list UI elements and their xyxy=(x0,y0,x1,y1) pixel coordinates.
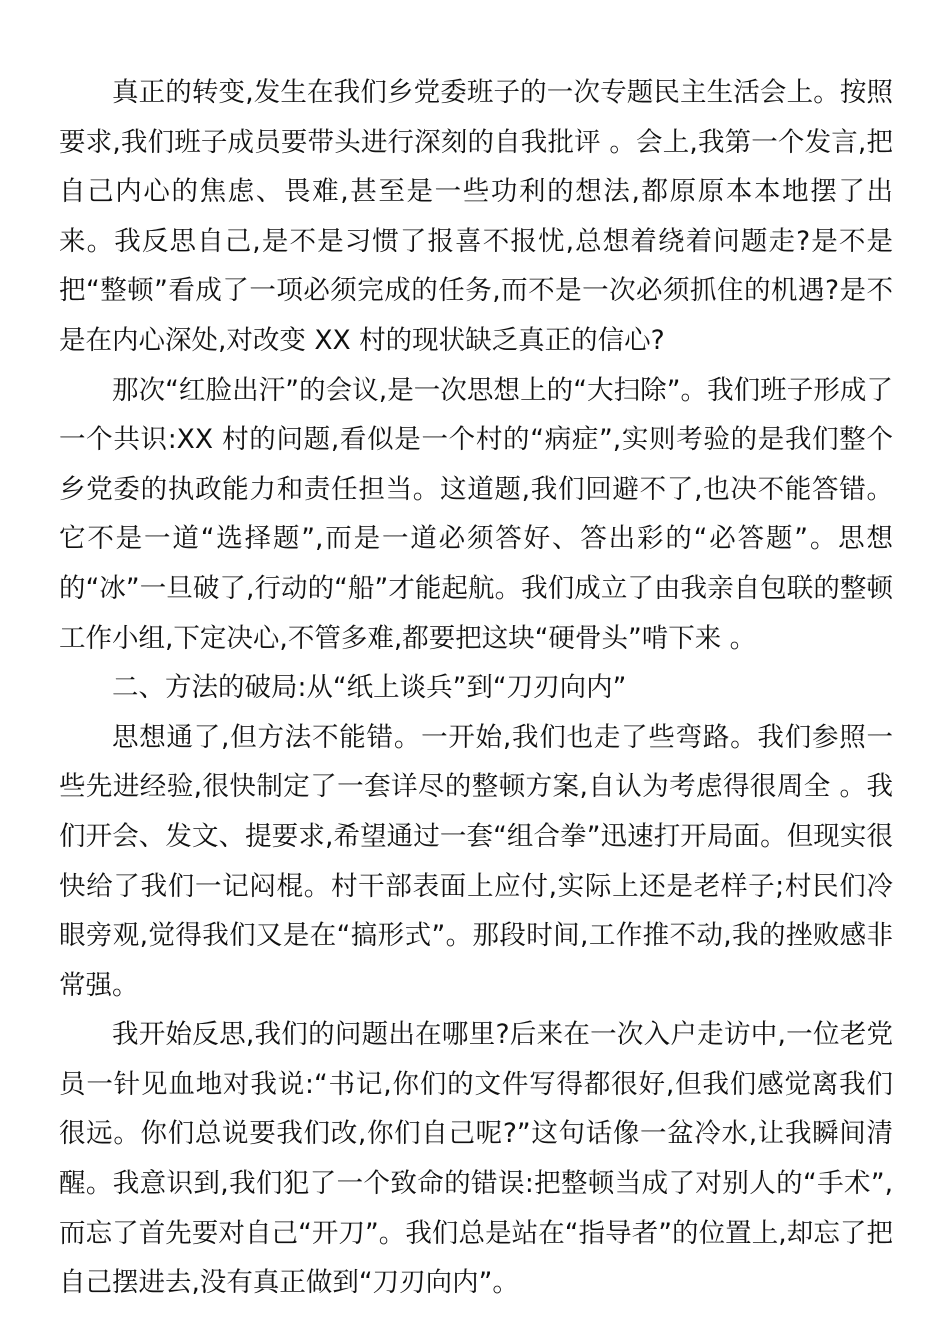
section-heading: 二、方法的破局:从“纸上谈兵”到“刀刃向内” xyxy=(112,672,627,704)
paragraph-turning-point: 真正的转变,发生在我们乡党委班子的一次专题民主生活会上。按照要求,我们班子成员要带头进行深刻的自我批评 。会上,我第一个发言,把自己内心的焦虑、畏难,甚至是一些功利的想法,都原原本本地摆了出来。我反思自己,是不是习惯了报喜不报忧,总想着绕着问题走?是不是把“整顿”看成了一项必须完成的任务,而不是一次必须抓住的机遇?是不是在内心深处,对改变 XX 村的现状缺乏真正的信心? xyxy=(59,77,893,356)
paragraph-method: 思想通了,但方法不能错。一开始,我们也走了些弯路。我们参照一些先进经验,很快制定了一套详尽的整顿方案,自认为考虑得很周全 。我们开会、发文、提要求,希望通过一套“组合拳”迅速打开局面。但现实很快给了我们一记闷棍。村干部表面上应付,实际上还是老样子;村民们冷眼旁观,觉得我们又是在“搞形式”。那段时间,工作推不动,我的挫败感非常强。 xyxy=(59,721,893,1001)
document-body xyxy=(59,68,893,1308)
paragraph-reflection: 我开始反思,我们的问题出在哪里?后来在一次入户走访中,一位老党员一针见血地对我说:“书记,你们的文件写得都很好,但我们感觉离我们很远。你们总说要我们改,你们自己呢?”这句话像一盆冷水,让我瞬间清醒。我意识到,我们犯了一个致命的错误:把整顿当成了对别人的“手术”,而忘了首先要对自己“开刀”。我们总是站在“指导者”的位置上,却忘了把自己摆进去,没有真正做到“刀刃向内”。 xyxy=(59,1019,893,1299)
paragraph-consensus: 那次“红脸出汗”的会议,是一次思想上的“大扫除”。我们班子形成了一个共识:XX 村的问题,看似是一个村的“病症”,实则考验的是我们整个乡党委的执政能力和责任担当。这道题,我们回避不了,也决不能答错。它不是一道“选择题”,而是一道必须答好、答出彩的“必答题”。思想的“冰”一旦破了,行动的“船”才能起航。我们成立了由我亲自包联的整顿工作小组,下定决心,不管多难,都要把这块“硬骨头”啃下来 。 xyxy=(59,374,893,654)
